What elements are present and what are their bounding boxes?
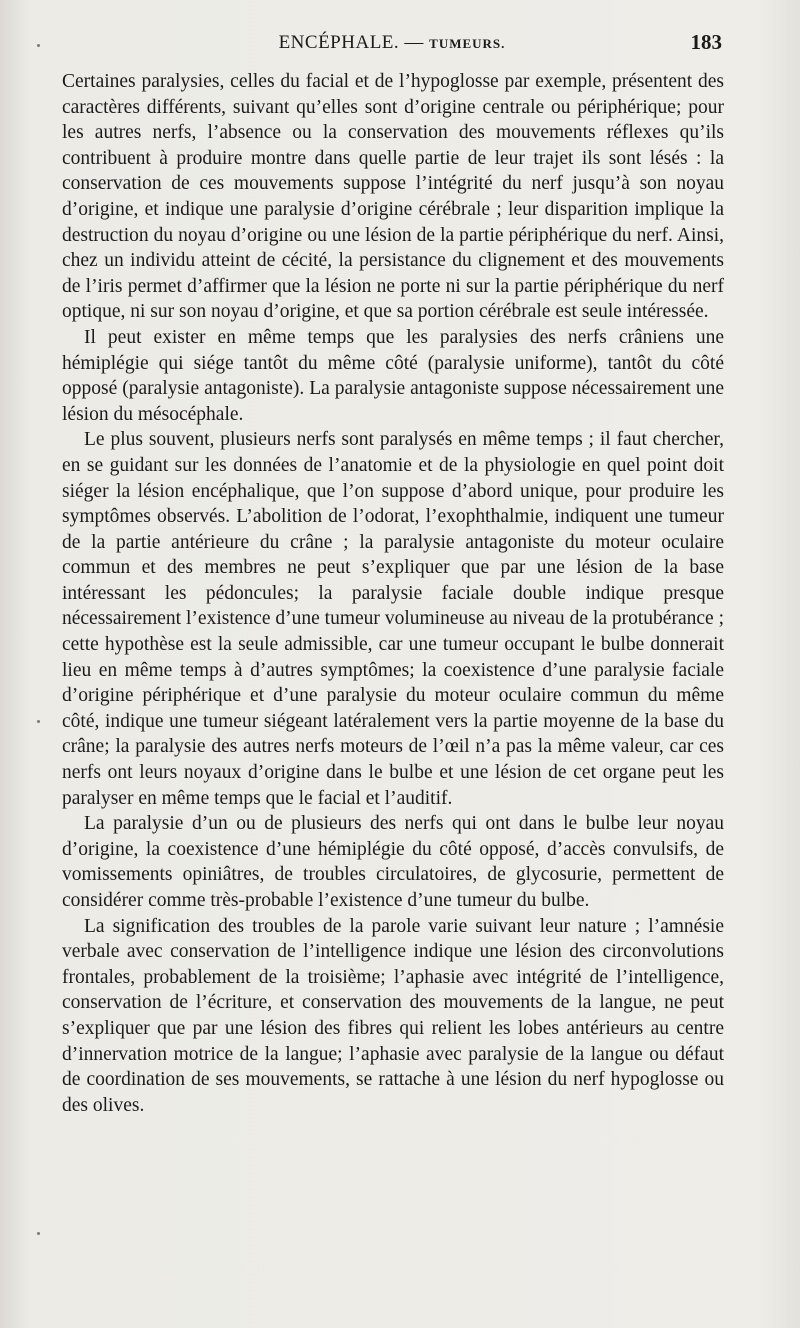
paragraph-4: La paralysie d’un ou de plusieurs des nerfs qui ont dans le bulbe leur noyau d’origine, la coexistence d’une hémiplégie du côté opposé, d’accès convulsifs, de vomissements opiniâtres, de troubles circulatoires, de glycosurie, permettent de considérer comme très-probable l’existence d’une tumeur du bulbe. [62,813,724,911]
paragraph-3: Le plus souvent, plusieurs nerfs sont paralysés en même temps ; il faut chercher, en se guidant sur les données de l’anatomie et de la physiologie en quel point doit siéger la lésion encéphalique, que l’on suppose d’abord unique, pour produire les symptômes observés. L’abolition de l’odorat, l’exophthalmie, indiquent une tumeur de la partie antérieure du crâne ; la paralysie antagoniste du moteur oculaire commun et des membres ne peut s’expliquer que par une lésion de la base intéressant les pédoncules; la paralysie faciale double indique presque nécessairement l’existence d’une tumeur volumineuse au niveau de la protubérance ; cette hypothèse est la seule admissible, car une tumeur occupant le bulbe donnerait lieu en même temps à d’autres symptômes; la coexistence d’une paralysie faciale d’origine périphérique et d’une paralysie du moteur oculaire commun du même côté, indique une tumeur siégeant latéralement vers la partie moyenne de la base du crâne; la paralysie des autres nerfs moteurs de l’œil n’a pas la même valeur, car ces nerfs ont leurs noyaux d’origine dans le bulbe et une lésion de cet organe peut les paralyser en même temps que le facial et l’auditif. [62,429,724,809]
page-header [62,30,722,60]
running-title-separator: — [404,32,424,53]
paper-speck [37,44,40,47]
running-title [62,32,722,54]
paragraph-5: La signification des troubles de la parole varie suivant leur nature ; l’amnésie verbale avec conservation de l’intelligence indique une lésion des circonvolutions frontales, probablement de la troisième; l’aphasie avec intégrité de l’intelligence, conservation de l’écriture, et conservation des mouvements de la langue, ne peut s’expliquer que par une lésion des fibres qui relient les lobes antérieurs au centre d’innervation motrice de la langue; l’aphasie avec paralysie de la langue ou défaut de coordination de ses mouvements, se rattache à une lésion du nerf hypoglosse ou des olives. [62,915,724,1116]
body-text [62,69,724,1118]
running-title-sub: TUMEURS. [429,36,506,51]
paragraph-2: Il peut exister en même temps que les paralysies des nerfs crâniens une hémiplégie qui siége tantôt du même côté (paralysie uniforme), tantôt du côté opposé (paralysie antagoniste). La paralysie antagoniste suppose nécessairement une lésion du mésocéphale. [62,326,724,425]
page-number: 183 [690,30,722,54]
paper-speck [37,720,40,723]
paragraph-1: Certaines paralysies, celles du facial et de l’hypoglosse par exemple, présentent des caractères différents, suivant qu’elles sont d’origine centrale ou périphérique; pour les autres nerfs, l’absence ou la conservation des mouvements réflexes qu’ils contribuent à produire montre dans quelle partie de leur trajet ils sont lésés : la conservation de ces mouvements suppose l’intégrité du nerf jusqu’à son noyau d’origine, et indique une paralysie d’origine cérébrale ; leur disparition implique la destruction du noyau d’origine ou une lésion de la partie périphérique du nerf. Ainsi, chez un individu atteint de cécité, la persistance du clignement et des mouvements de l’iris permet d’affirmer que la lésion ne porte ni sur la partie périphérique du nerf optique, ni sur son noyau d’origine, et que sa portion cérébrale est seule intéressée. [62,71,724,323]
paper-speck [37,1232,40,1235]
running-title-main: ENCÉPHALE. [278,32,400,53]
